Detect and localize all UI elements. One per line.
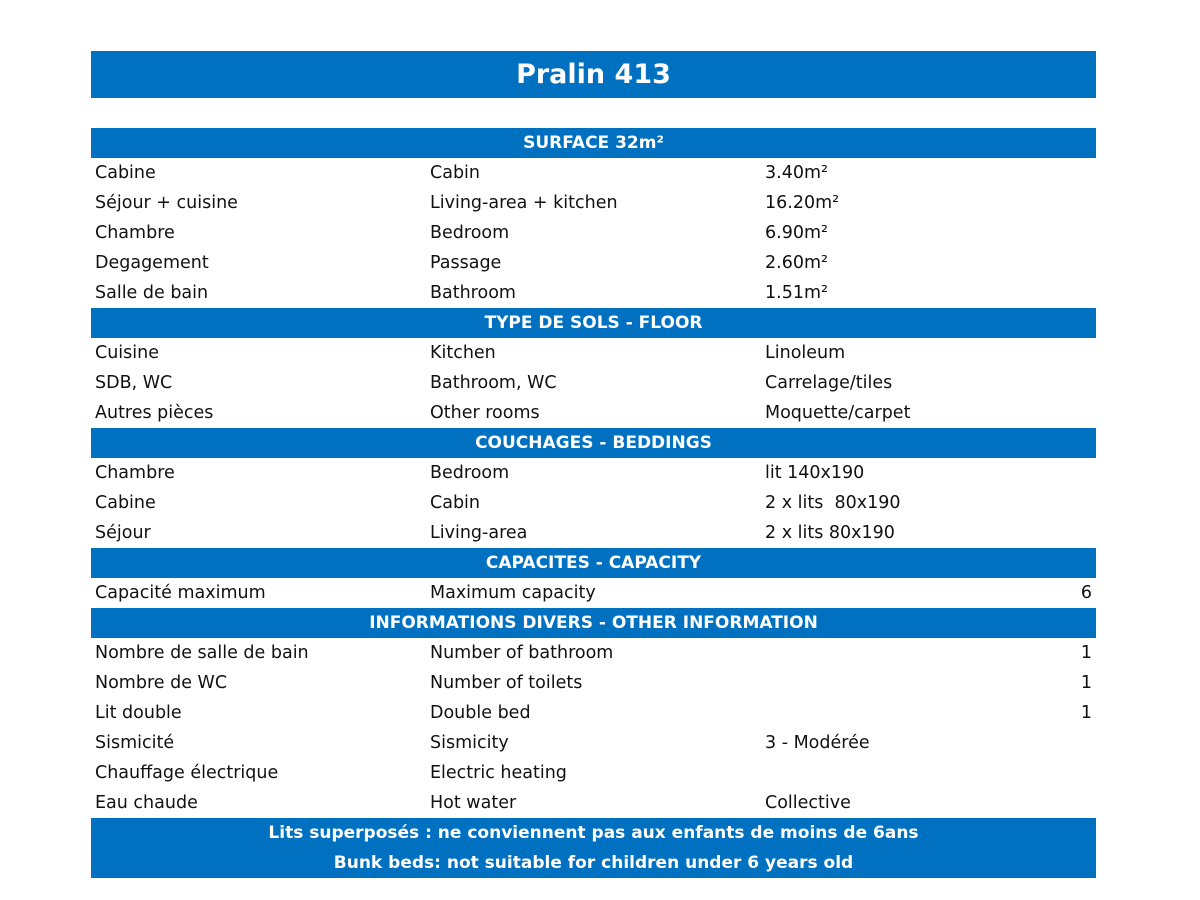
french-label: Capacité maximum: [95, 583, 266, 603]
french-label: SDB, WC: [95, 373, 173, 393]
english-label: Bathroom, WC: [430, 373, 557, 393]
table-row: [91, 698, 1096, 728]
french-label: Chambre: [95, 223, 175, 243]
english-label: Hot water: [430, 793, 517, 813]
french-label: Cabine: [95, 163, 156, 183]
warning-english: Bunk beds: not suitable for children under 6 years old: [333, 853, 854, 873]
table-row: [91, 158, 1096, 188]
section-header-floor: TYPE DE SOLS - FLOOR: [91, 308, 1096, 338]
table-row: [91, 398, 1096, 428]
english-label: Cabin: [430, 163, 481, 183]
section-header-beddings: COUCHAGES - BEDDINGS: [91, 428, 1096, 458]
value: 3.40m²: [765, 163, 829, 183]
french-label: Nombre de salle de bain: [95, 643, 309, 663]
english-label: Bedroom: [430, 463, 510, 483]
value: 2 x lits 80x190: [765, 493, 901, 513]
table-row: [91, 188, 1096, 218]
french-label: Degagement: [95, 253, 209, 273]
value: Collective: [765, 793, 851, 813]
french-label: Sismicité: [95, 733, 175, 753]
value: lit 140x190: [765, 463, 865, 483]
english-label: Bedroom: [430, 223, 510, 243]
english-label: Number of bathroom: [430, 643, 614, 663]
french-label: Cabine: [95, 493, 156, 513]
table-row: [91, 758, 1096, 788]
table-row: [91, 458, 1096, 488]
value: 2 x lits 80x190: [765, 523, 895, 543]
page-title: Pralin 413: [91, 51, 1096, 98]
english-label: Maximum capacity: [430, 583, 596, 603]
french-label: Chambre: [95, 463, 175, 483]
value: Linoleum: [765, 343, 846, 363]
english-label: Living-area + kitchen: [430, 193, 618, 213]
section-header-capacity: CAPACITES - CAPACITY: [91, 548, 1096, 578]
value: 1.51m²: [765, 283, 829, 303]
english-label: Living-area: [430, 523, 528, 543]
table-row: [91, 638, 1096, 668]
french-label: Chauffage électrique: [95, 763, 279, 783]
value: 1: [1080, 703, 1092, 723]
value: 6.90m²: [765, 223, 829, 243]
french-label: Autres pièces: [95, 403, 214, 423]
table-row: [91, 488, 1096, 518]
value: 1: [1080, 643, 1092, 663]
english-label: Electric heating: [430, 763, 567, 783]
french-label: Séjour: [95, 523, 151, 543]
english-label: Sismicity: [430, 733, 509, 753]
value: 16.20m²: [765, 193, 840, 213]
bunk-bed-warning: [91, 818, 1096, 878]
french-label: Cuisine: [95, 343, 160, 363]
french-label: Séjour + cuisine: [95, 193, 238, 213]
english-label: Bathroom: [430, 283, 516, 303]
english-label: Kitchen: [430, 343, 496, 363]
value: 1: [1080, 673, 1092, 693]
table-row: [91, 368, 1096, 398]
value: Carrelage/tiles: [765, 373, 893, 393]
value: Moquette/carpet: [765, 403, 911, 423]
table-row: [91, 668, 1096, 698]
table-row: [91, 518, 1096, 548]
table-row: [91, 278, 1096, 308]
english-label: Double bed: [430, 703, 531, 723]
section-header-surface: SURFACE 32m²: [91, 128, 1096, 158]
table-row: [91, 788, 1096, 818]
english-label: Number of toilets: [430, 673, 583, 693]
section-header-other-information: INFORMATIONS DIVERS - OTHER INFORMATION: [91, 608, 1096, 638]
table-row: [91, 728, 1096, 758]
english-label: Other rooms: [430, 403, 540, 423]
value: 6: [1080, 583, 1092, 603]
french-label: Eau chaude: [95, 793, 198, 813]
english-label: Passage: [430, 253, 502, 273]
table-row: [91, 248, 1096, 278]
value: 3 - Modérée: [765, 733, 870, 753]
french-label: Lit double: [95, 703, 182, 723]
value: 2.60m²: [765, 253, 829, 273]
table-row: [91, 578, 1096, 608]
english-label: Cabin: [430, 493, 481, 513]
table-row: [91, 218, 1096, 248]
warning-french: Lits superposés : ne conviennent pas aux enfants de moins de 6ans: [268, 823, 919, 843]
french-label: Salle de bain: [95, 283, 209, 303]
french-label: Nombre de WC: [95, 673, 228, 693]
table-row: [91, 338, 1096, 368]
info-sheet: [91, 128, 1096, 878]
